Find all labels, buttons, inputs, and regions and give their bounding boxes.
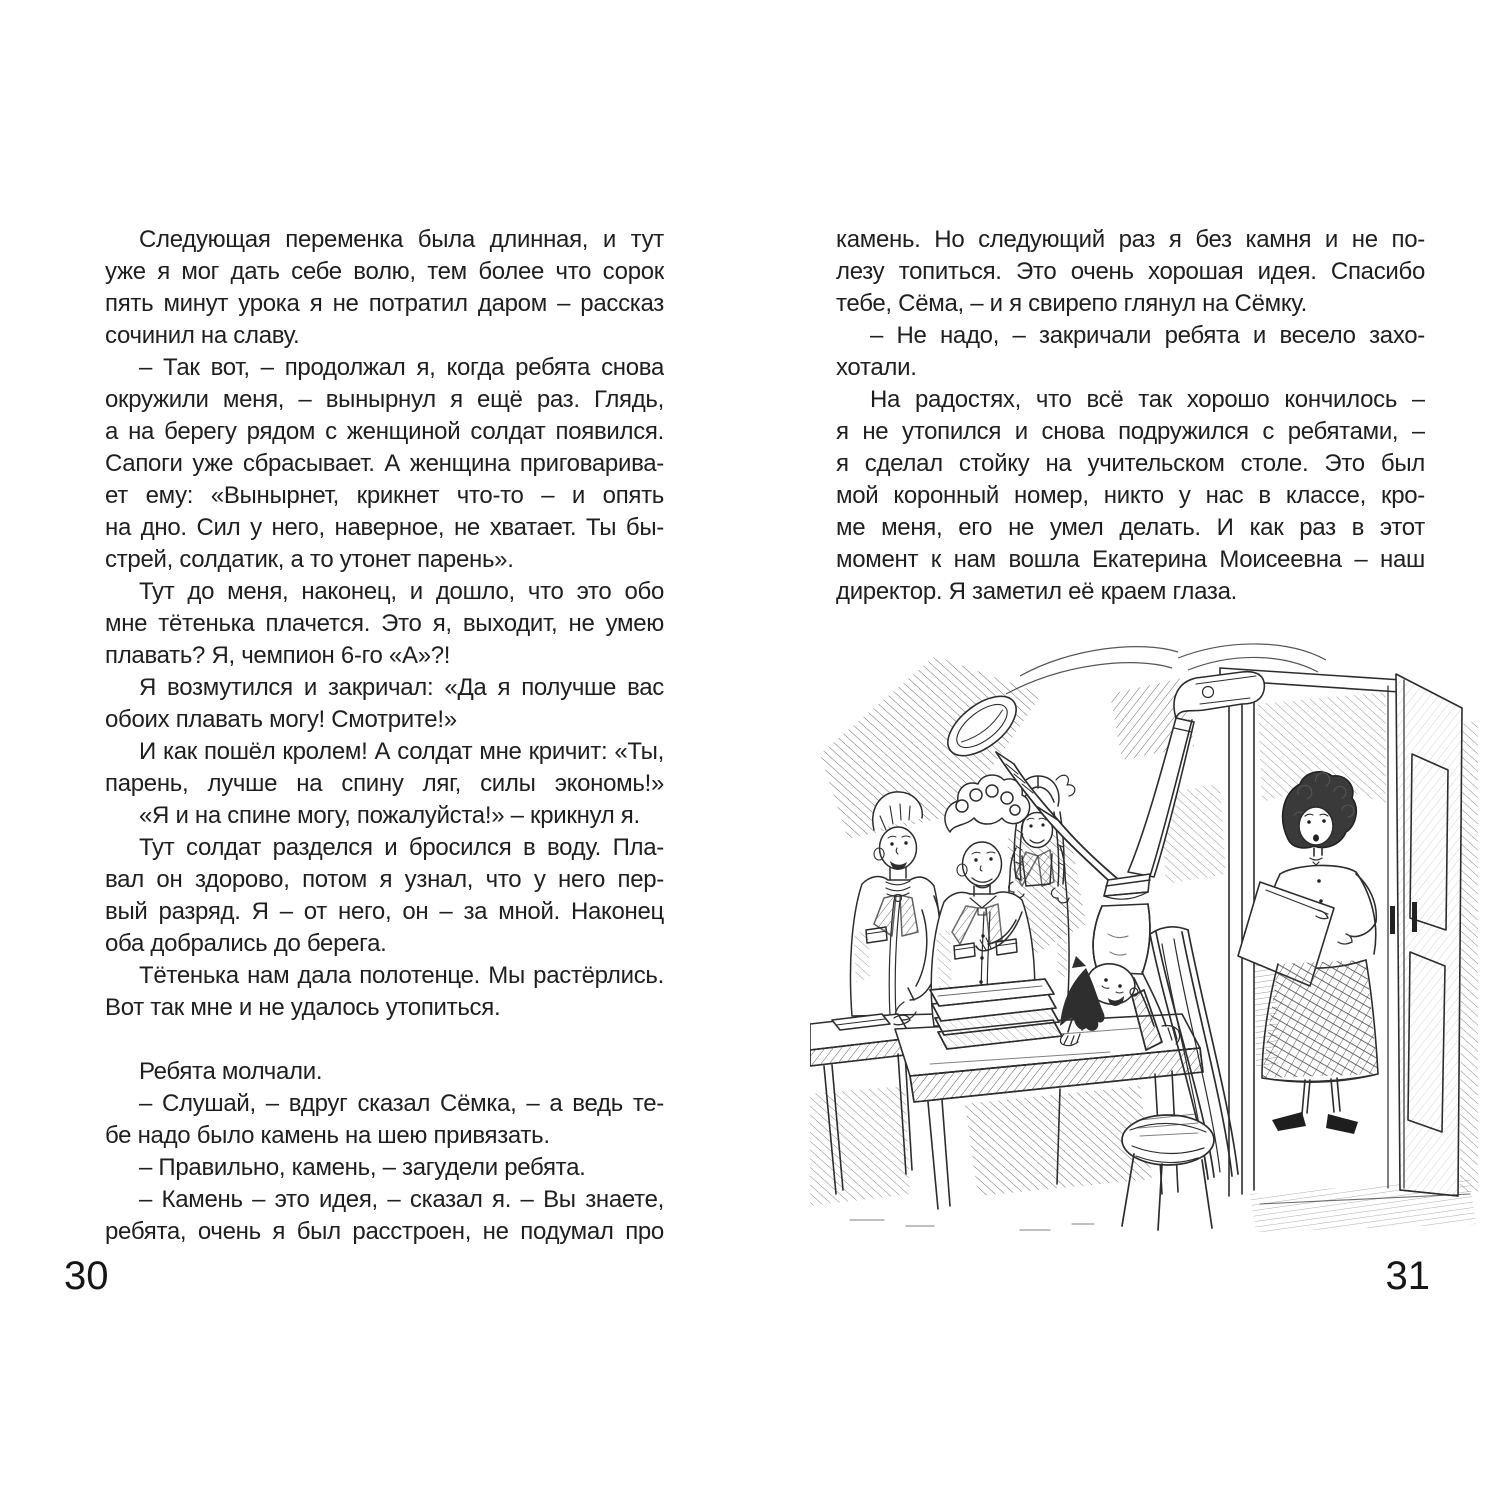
paragraph	[836, 384, 1425, 608]
text-line: плавать? Я, чемпион 6-го «А»?!	[105, 642, 451, 669]
text-line: я не утопился и снова подружился с ребятами, –	[836, 418, 1425, 445]
page-number-left: 30	[64, 1254, 109, 1298]
text-line: ме меня, его не умел делать. И как раз в этот	[836, 514, 1425, 541]
paragraph	[105, 576, 664, 672]
right-page-text-column	[836, 224, 1425, 608]
text-line: Тут солдат разделся и бросился в воду. Пла-	[139, 834, 664, 861]
text-line: а на берегу рядом с женщиной солдат появился.	[105, 418, 664, 445]
text-line: лезу топиться. Это очень хорошая идея. Спасибо	[836, 258, 1425, 285]
classroom-illustration	[810, 634, 1482, 1240]
text-line: мой коронный номер, никто у нас в классе, кро-	[836, 482, 1425, 509]
text-line: вый разряд. Я – от него, он – за мной. Наконец	[105, 898, 664, 925]
text-line: Следующая переменка была длинная, и тут	[139, 226, 664, 253]
text-line: Тут до меня, наконец, и дошло, что это обо	[139, 578, 664, 605]
page-number-right: 31	[1385, 1254, 1430, 1298]
paragraph	[105, 1088, 664, 1152]
paragraph	[105, 672, 664, 736]
text-line: – Камень – это идея, – сказал я. – Вы знаете,	[139, 1186, 664, 1213]
director-woman	[1238, 772, 1378, 1134]
text-line: И как пошёл кролем! А солдат мне кричит: «Ты,	[139, 738, 664, 765]
paragraph	[105, 800, 664, 832]
left-page-text-column	[105, 224, 664, 1248]
text-line: – Слушай, – вдруг сказал Сёмка, – а ведь те-	[139, 1090, 664, 1117]
text-line: камень. Но следующий раз я без камня и не по-	[836, 226, 1425, 253]
text-line: – Правильно, камень, – загудели ребята.	[139, 1154, 586, 1181]
text-line: тебе, Сёма, – и я свирепо глянул на Сёмку.	[836, 290, 1307, 317]
text-line: сочинил на славу.	[105, 322, 300, 349]
paragraph	[105, 832, 664, 960]
text-line: хотали.	[836, 354, 917, 381]
text-line: «Я и на спине могу, пожалуйста!» – крикнул я.	[139, 802, 640, 829]
books-stack	[930, 979, 1062, 1049]
paragraph	[105, 224, 664, 352]
text-line: обоих плавать могу! Смотрите!»	[105, 706, 457, 733]
text-line: парень, лучше на спину ляг, силы экономь!»	[105, 770, 664, 797]
text-line: вал он здорово, потом я узнал, что у него пер-	[105, 866, 664, 893]
text-line: оба добрались до берега.	[105, 930, 387, 957]
text-line: пять минут урока я не потратил даром – рассказ	[105, 290, 664, 317]
paragraph	[105, 960, 664, 1024]
paragraph	[105, 352, 664, 576]
text-line: Ребята молчали.	[139, 1058, 323, 1085]
text-line: ет ему: «Вынырнет, крикнет что-то – и опять	[105, 482, 664, 509]
paragraph	[105, 1184, 664, 1248]
classroom-illustration-svg	[810, 634, 1482, 1240]
text-line: – Так вот, – продолжал я, когда ребята снова	[139, 354, 664, 381]
text-line: На радостях, что всё так хорошо кончилось –	[870, 386, 1425, 413]
text-line: ребята, очень я был расстроен, не подумал про	[105, 1218, 664, 1245]
text-line: – Не надо, – закричали ребята и весело захо-	[870, 322, 1425, 349]
text-line: момент к нам вошла Екатерина Моисеевна – наш	[836, 546, 1425, 573]
text-line: бе надо было камень на шею привязать.	[105, 1122, 550, 1149]
text-line: Я возмутился и закричал: «Да я получше вас	[139, 674, 664, 701]
text-line: директор. Я заметил её краем глаза.	[836, 578, 1238, 605]
paragraph	[105, 736, 664, 800]
paragraph	[836, 320, 1425, 384]
text-line: окружили меня, – вынырнул я ещё раз. Глядь,	[105, 386, 664, 413]
floor-strokes	[850, 1220, 1094, 1230]
paragraph	[836, 224, 1425, 320]
text-line: стрей, солдатик, а то утонет парень».	[105, 546, 514, 573]
text-line: Вот так мне и не удалось утопиться.	[105, 994, 501, 1021]
text-line: Тётенька нам дала полотенце. Мы растёрлись.	[139, 962, 664, 989]
text-line: мне тётенька плачется. Это я, выходит, не умею	[105, 610, 664, 637]
text-line: я сделал стойку на учительском столе. Это был	[836, 450, 1425, 477]
text-line: уже я мог дать себе волю, тем более что сорок	[105, 258, 664, 285]
paragraph	[105, 1056, 664, 1088]
text-line: Сапоги уже сбрасывает. А женщина приговарива-	[105, 450, 664, 477]
paragraph	[105, 1152, 664, 1184]
text-line: на дно. Сил у него, наверное, не хватает. Ты бы-	[105, 514, 664, 541]
